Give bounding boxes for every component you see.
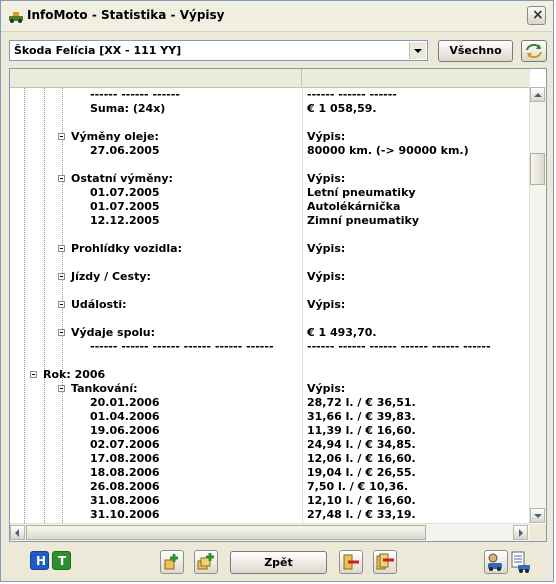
list-item[interactable]	[10, 326, 530, 340]
column-header-name[interactable]	[10, 69, 302, 86]
row-label: Prohlídky vozidla:	[71, 242, 182, 255]
row-label: 18.08.2006	[90, 466, 160, 479]
vehicle-select[interactable]	[9, 40, 428, 61]
user-car-icon	[485, 551, 507, 573]
row-label: 01.07.2005	[90, 186, 160, 199]
collapse-toggle-icon[interactable]	[58, 385, 65, 392]
row-label: Ostatní výměny:	[71, 172, 173, 185]
list-item[interactable]	[10, 354, 530, 368]
list-item[interactable]	[10, 382, 530, 396]
list-item[interactable]	[10, 186, 530, 200]
row-value: € 1 058,59.	[307, 102, 377, 115]
list-item[interactable]	[10, 396, 530, 410]
row-label: ------ ------ ------ ------ ------ ------	[90, 340, 274, 353]
row-value: Autolékárnička	[307, 200, 401, 213]
list-item[interactable]	[10, 410, 530, 424]
row-label: 01.07.2005	[90, 200, 160, 213]
list-item[interactable]	[10, 144, 530, 158]
list-item[interactable]	[10, 228, 530, 242]
all-button[interactable]: Všechno	[438, 40, 513, 62]
list-item[interactable]	[10, 466, 530, 480]
collapse-minus-icon	[340, 551, 362, 573]
row-label: Výdaje spolu:	[71, 326, 156, 339]
user-settings-button[interactable]	[484, 550, 508, 574]
scroll-right-button[interactable]	[513, 525, 528, 540]
list-item[interactable]	[10, 172, 530, 186]
html-export-button[interactable]	[30, 551, 49, 570]
row-label: 20.01.2006	[90, 396, 160, 409]
list-item[interactable]	[10, 298, 530, 312]
collapse-button[interactable]	[339, 550, 363, 574]
row-value: Výpis:	[307, 242, 346, 255]
collapse-toggle-icon[interactable]	[58, 245, 65, 252]
refresh-icon	[522, 41, 546, 61]
list-item[interactable]	[10, 88, 530, 102]
scroll-left-button[interactable]	[10, 525, 25, 540]
collapse-toggle-icon[interactable]	[58, 175, 65, 182]
row-value: € 1 493,70.	[307, 326, 377, 339]
t-icon: T	[58, 554, 67, 568]
row-value: Výpis:	[307, 382, 346, 395]
window-title: InfoMoto - Statistika - Výpisy	[27, 8, 225, 22]
row-value: Výpis:	[307, 298, 346, 311]
row-value: Letní pneumatiky	[307, 186, 416, 199]
close-button[interactable]	[527, 6, 546, 25]
list-item[interactable]	[10, 158, 530, 172]
row-label: 01.04.2006	[90, 410, 160, 423]
list-car-icon[interactable]	[510, 550, 532, 574]
list-item[interactable]	[10, 494, 530, 508]
row-value: 11,39 l. / € 16,60.	[307, 424, 416, 437]
row-value: 7,50 l. / € 10,36.	[307, 480, 409, 493]
list-rows	[10, 88, 530, 523]
row-label: ------ ------ ------	[90, 88, 180, 101]
statistics-list[interactable]	[9, 68, 547, 542]
list-item[interactable]	[10, 508, 530, 522]
row-value: 19,04 l. / € 26,55.	[307, 466, 416, 479]
row-label: 27.06.2005	[90, 144, 160, 157]
horizontal-scrollbar[interactable]	[10, 523, 530, 541]
list-item[interactable]	[10, 242, 530, 256]
list-item[interactable]	[10, 452, 530, 466]
scroll-corner	[530, 524, 546, 541]
row-value: 24,94 l. / € 34,85.	[307, 438, 416, 451]
row-value: 80000 km. (-> 90000 km.)	[307, 144, 469, 157]
row-label: Suma: (24x)	[90, 102, 166, 115]
scroll-up-button[interactable]	[530, 87, 545, 102]
row-label: Jízdy / Cesty:	[71, 270, 151, 283]
expand-plus-icon	[161, 551, 183, 573]
collapse-toggle-icon[interactable]	[58, 301, 65, 308]
text-export-button[interactable]	[52, 551, 71, 570]
list-item[interactable]	[10, 102, 530, 116]
list-item[interactable]	[10, 438, 530, 452]
row-label: 26.08.2006	[90, 480, 160, 493]
row-value: ------ ------ ------	[307, 88, 397, 101]
row-value: Výpis:	[307, 270, 346, 283]
vertical-scroll-thumb[interactable]	[530, 153, 545, 185]
list-item[interactable]	[10, 200, 530, 214]
collapse-toggle-icon[interactable]	[58, 133, 65, 140]
column-header	[10, 69, 530, 88]
list-item[interactable]	[10, 270, 530, 284]
row-value: 27,48 l. / € 33,19.	[307, 508, 416, 521]
list-item[interactable]	[10, 116, 530, 130]
h-icon: H	[36, 554, 47, 568]
title-bar	[1, 1, 553, 32]
row-label: 19.06.2006	[90, 424, 160, 437]
row-label: Tankování:	[71, 382, 138, 395]
list-item[interactable]	[10, 214, 530, 228]
row-label: Události:	[71, 298, 127, 311]
row-label: Výměny oleje:	[71, 130, 159, 143]
list-item[interactable]	[10, 256, 530, 270]
expand-button[interactable]	[160, 550, 184, 574]
collapse-toggle-icon[interactable]	[58, 273, 65, 280]
row-label: 17.08.2006	[90, 452, 160, 465]
row-label: Rok: 2006	[43, 368, 106, 381]
collapse-all-button[interactable]	[373, 550, 397, 574]
row-label: 12.12.2005	[90, 214, 160, 227]
collapse-all-icon	[374, 551, 396, 573]
app-icon	[8, 9, 24, 23]
expand-all-button[interactable]	[194, 550, 218, 574]
scroll-down-button[interactable]	[530, 508, 545, 523]
horizontal-scroll-thumb[interactable]	[26, 525, 426, 540]
row-value: 12,10 l. / € 16,60.	[307, 494, 416, 507]
row-value: 31,66 l. / € 39,83.	[307, 410, 416, 423]
row-value: ------ ------ ------ ------ ------ ------	[307, 340, 491, 353]
row-value: Zimní pneumatiky	[307, 214, 420, 227]
list-item[interactable]	[10, 284, 530, 298]
list-item[interactable]	[10, 340, 530, 354]
list-item[interactable]	[10, 480, 530, 494]
back-button[interactable]: Zpět	[230, 551, 327, 574]
list-item[interactable]	[10, 424, 530, 438]
vertical-scrollbar[interactable]	[529, 87, 546, 523]
expand-all-icon	[195, 551, 217, 573]
row-value: 12,06 l. / € 16,60.	[307, 452, 416, 465]
row-label: 31.10.2006	[90, 508, 160, 521]
list-item[interactable]	[10, 130, 530, 144]
row-label: 31.08.2006	[90, 494, 160, 507]
close-icon: ×	[532, 7, 544, 23]
refresh-button[interactable]	[521, 40, 547, 62]
row-label: 02.07.2006	[90, 438, 160, 451]
row-value: Výpis:	[307, 172, 346, 185]
row-value: Výpis:	[307, 130, 346, 143]
vehicle-select-value: Škoda Felícia [XX - 111 YY]	[14, 44, 182, 57]
chevron-down-icon[interactable]	[409, 42, 426, 59]
row-value: 28,72 l. / € 36,51.	[307, 396, 416, 409]
collapse-toggle-icon[interactable]	[58, 329, 65, 336]
list-item[interactable]	[10, 312, 530, 326]
collapse-toggle-icon[interactable]	[30, 371, 37, 378]
list-item[interactable]	[10, 368, 530, 382]
